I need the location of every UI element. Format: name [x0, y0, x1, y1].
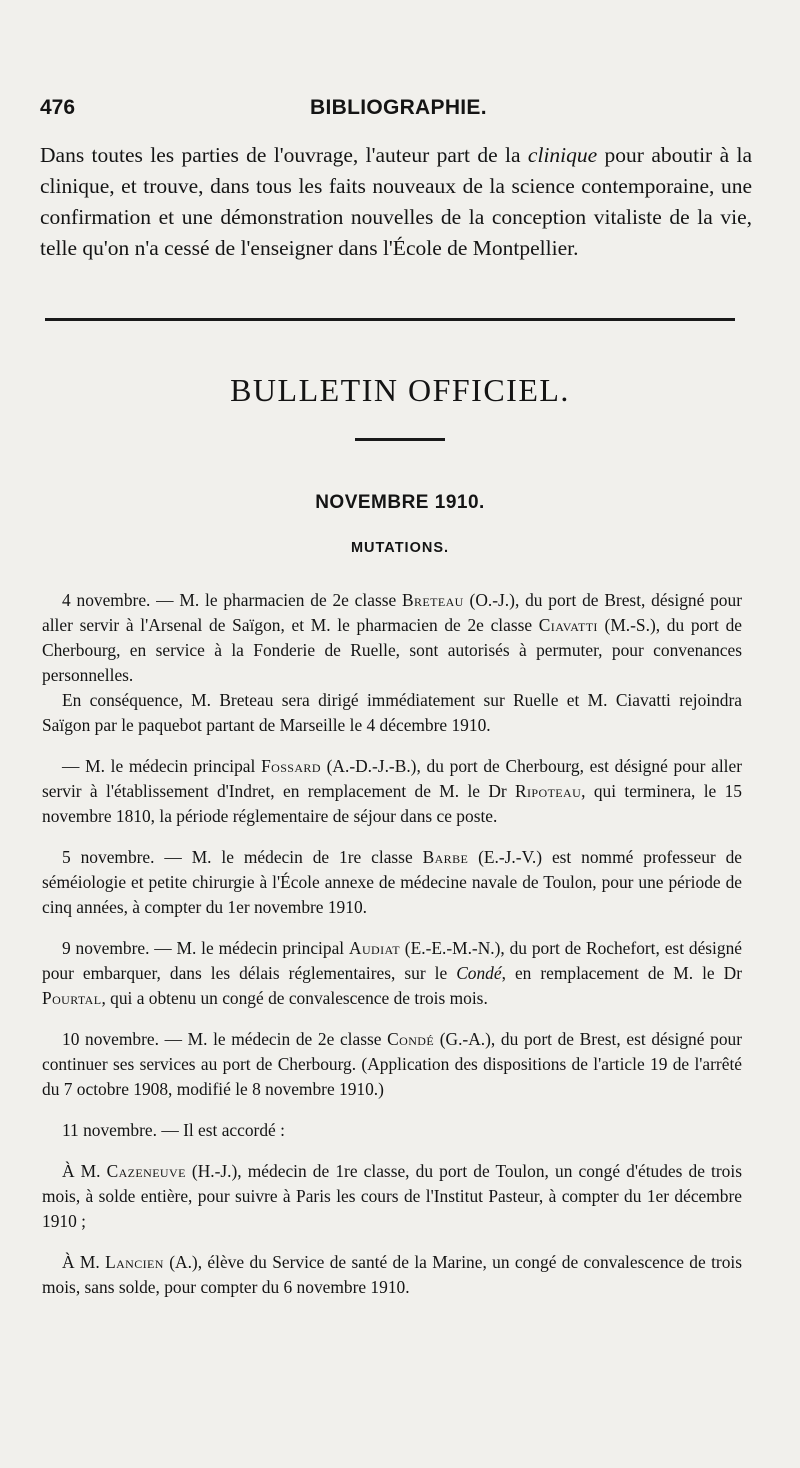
entry-text: 10 novembre. — M. le médecin de 2e classe: [62, 1029, 388, 1049]
entry-9-novembre: [42, 936, 742, 1011]
person-name: Ripoteau: [515, 781, 582, 801]
intro-text-end: pour aboutir à la clinique, et trouve, dans tous les faits nouveaux de la science contemporaine, une confirmation et une démonstration nouvelles de la conception vitaliste de la vie, telle qu'on n'a cessé de l'enseigner dans l'École de Montpellier.: [40, 143, 753, 260]
entry-text: (A.-D.-J.-B.), du port de Cherbourg, est désigné pour aller servir à l'établissement d'Indret, en remplacement de M. le Dr: [42, 756, 742, 801]
mutations-body: [42, 588, 742, 1300]
month-heading: NOVEMBRE 1910.: [315, 492, 485, 513]
entry-text: 5 novembre. — M. le médecin de 1re classe: [62, 847, 423, 867]
intro-paragraph: [40, 140, 752, 264]
entry-consequence: En conséquence, M. Breteau sera dirigé immédiatement sur Ruelle et M. Ciavatti rejoindra Saïgon par le paquebot partant de Marseille le 4 décembre 1910.: [42, 690, 742, 735]
entry-text: (H.-J.), médecin de 1re classe, du port de Toulon, un congé d'études de trois mois, à solde entière, pour suivre à Paris les cours de l'Institut Pasteur, à compter du 1er décembre 1910 ;: [42, 1161, 742, 1231]
person-name: Barbe: [422, 847, 469, 867]
page-header: [40, 96, 740, 126]
entry-cazeneuve: [42, 1159, 742, 1234]
person-name: Audiat: [349, 938, 400, 958]
entry-text: (E.-E.-M.-N.), du port de Rochefort, est désigné pour embarquer, dans les délais réglementaires, sur le: [42, 938, 743, 983]
entry-text: , qui terminera, le 15 novembre 1810, la période réglementaire de séjour dans ce poste.: [42, 781, 742, 826]
entry-text: (A.), élève du Service de santé de la Marine, un congé de convalescence de trois mois, sans solde, pour compter du 6 novembre 1910.: [42, 1252, 742, 1297]
entry-10-novembre: [42, 1027, 742, 1102]
entry-5-novembre: [42, 845, 742, 920]
entry-text: , en remplacement de M. le Dr: [501, 963, 742, 983]
entry-fossard: [42, 754, 742, 829]
entry-text: 4 novembre. — M. le pharmacien de 2e classe: [62, 590, 403, 610]
person-name: Lancien: [105, 1252, 164, 1272]
page-number: 476: [40, 96, 76, 119]
person-name: Breteau: [402, 590, 464, 610]
entry-11-novembre: 11 novembre. — Il est accordé :: [62, 1120, 285, 1140]
section-title: BULLETIN OFFICIEL.: [230, 372, 570, 408]
person-name: Ciavatti: [538, 615, 598, 635]
entry-text: (E.-J.-V.) est nommé professeur de séméiologie et petite chirurgie à l'École annexe de médecine navale de Toulon, pour une période de cinq années, à compter du 1er novembre 1910.: [42, 847, 743, 917]
running-head: BIBLIOGRAPHIE.: [310, 96, 487, 119]
person-name: Pourtal: [42, 988, 102, 1008]
section-divider-rule: [45, 318, 735, 321]
entry-lancien: [42, 1250, 742, 1300]
intro-italic-word: clinique: [527, 143, 598, 167]
intro-text-start: Dans toutes les parties de l'ouvrage, l'auteur part de la: [40, 143, 528, 167]
mutations-subheading: MUTATIONS.: [350, 540, 450, 556]
entry-text: À M.: [62, 1252, 106, 1272]
entry-4-novembre: [42, 588, 742, 688]
person-name: Cazeneuve: [106, 1161, 186, 1181]
entry-text: 9 novembre. — M. le médecin principal: [62, 938, 349, 958]
title-underline-rule: [355, 438, 445, 441]
entry-text: — M. le médecin principal: [62, 756, 262, 776]
entry-text: À M.: [62, 1161, 107, 1181]
ship-name: Condé: [456, 963, 502, 983]
entry-text: , qui a obtenu un congé de convalescence de trois mois.: [101, 988, 488, 1008]
entry-text: (G.-A.), du port de Brest, est désigné pour continuer ses services au port de Cherbourg. (Application des dispositions de l'article 19 de l'arrêté du 7 octobre 1908, modifié le 8 novembre 1910.): [42, 1029, 742, 1099]
person-name: Condé: [387, 1029, 435, 1049]
entry-text: (M.-S.), du port de Cherbourg, en service à la Fonderie de Ruelle, sont autorisés à permuter, pour convenances personnelles.: [42, 615, 742, 685]
entry-text: (O.-J.), du port de Brest, désigné pour aller servir à l'Arsenal de Saïgon, et M. le pharmacien de 2e classe: [42, 590, 742, 635]
person-name: Fossard: [261, 756, 321, 776]
